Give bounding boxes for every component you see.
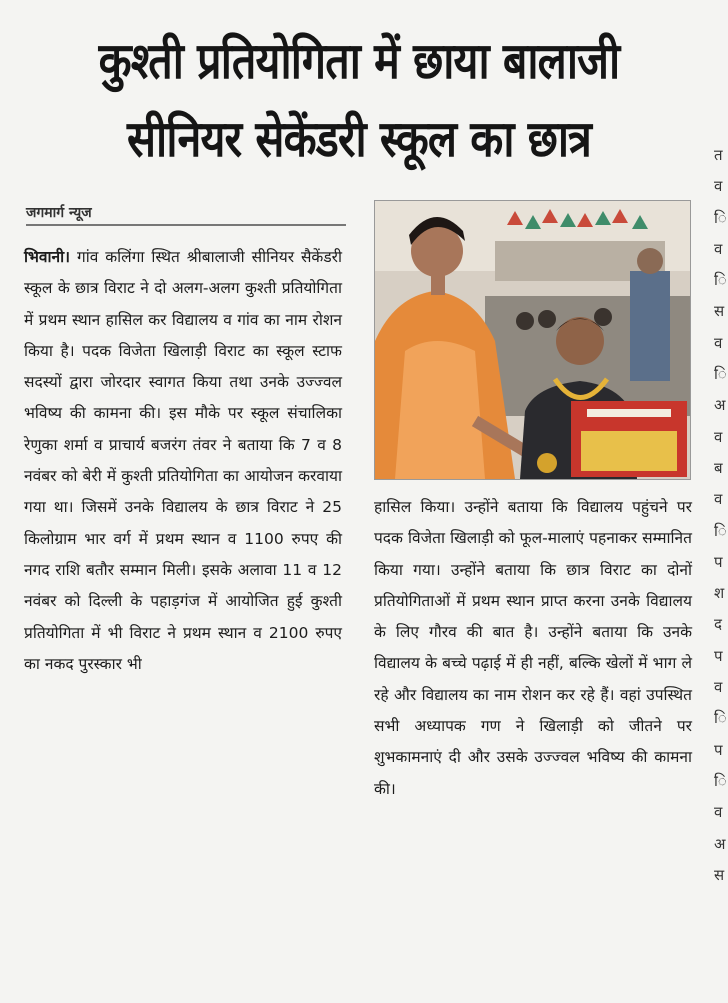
news-photo	[374, 200, 691, 480]
edge-glyph: व	[714, 177, 723, 196]
edge-glyph: अ	[714, 834, 726, 853]
edge-glyph: व	[714, 678, 723, 697]
edge-glyph: अ	[714, 396, 726, 415]
edge-glyph: द	[714, 615, 722, 634]
edge-glyph: व	[714, 427, 723, 446]
edge-glyph: स	[714, 302, 725, 321]
edge-glyph: त	[714, 146, 723, 164]
headline	[14, 22, 704, 178]
headline-line-1: कुश्ती प्रतियोगिता में छाया बालाजी	[98, 32, 620, 90]
edge-glyph: व	[714, 239, 723, 258]
edge-glyph: ि	[714, 771, 727, 790]
dateline: भिवानी।	[24, 248, 71, 266]
edge-glyph: ि	[714, 521, 727, 540]
edge-glyph: ि	[714, 271, 727, 290]
byline: जगमार्ग न्यूज	[26, 203, 346, 226]
edge-glyph: ि	[714, 365, 727, 384]
column-1-text: गांव कलिंगा स्थित श्रीबालाजी सीनियर सैकेंडरी स्कूल के छात्र विराट ने दो अलग-अलग कुश्ती प्रतियोगिता में प्रथम स्थान हासिल कर विद्यालय व गांव का नाम रोशन किया है। पदक विजेता खिलाड़ी विराट का स्कूल स्टाफ सदस्यों द्वारा जोरदार स्वागत किया तथा उनके उज्ज्वल भविष्य की कामना की। इस मौके पर स्कूल संचालिका रेणुका शर्मा व प्राचार्य बजरंग तंवर ने बताया कि 7 व 8 नवंबर को बेरी में कुश्ती प्रतियोगिता का आयोजन करवाया गया था। जिसमें उनके विद्यालय के छात्र विराट ने 25 किलोग्राम भार वर्ग में प्रथम स्थान व 1100 रुपए की नगद राशि बतौर सम्मान मिली। इसके अलावा 11 व 12 नवंबर को दिल्ली के पहाड़गंज में आयोजित हुई कुश्ती प्रतियोगिता में भी विराट ने प्रथम स्थान व 2100 रुपए का नकद पुरस्कार भी	[24, 248, 342, 673]
column-2-text: हासिल किया। उन्होंने बताया कि विद्यालय पहुंचने पर पदक विजेता खिलाड़ी को फूल-मालाएं पहनाकर सम्मानित किया गया। उन्होंने बताया कि छात्र विराट का दोनों प्रतियोगिताओं में प्रथम स्थान प्राप्त करना उनके विद्यालय के लिए गौरव की बात है। उन्होंने बताया कि उनके विद्यालय के बच्चे पढ़ाई में ही नहीं, बल्कि खेलों में भाग ले रहे और विद्यालय का नाम रोशन कर रहे हैं। वहां उपस्थित सभी अध्यापक गण ने खिलाड़ी को जीतने पर शुभकामनाएं दी और उसके उज्ज्वल भविष्य की कामना की।	[374, 498, 692, 798]
adjacent-article-edge	[714, 140, 728, 980]
headline-line-2: सीनियर सेकेंडरी स्कूल का छात्र	[126, 110, 592, 168]
edge-glyph: ि	[714, 709, 727, 728]
column-1-paragraph	[24, 242, 342, 680]
edge-glyph: व	[714, 490, 723, 509]
edge-glyph: प	[714, 646, 723, 665]
article-column-1	[24, 242, 342, 680]
article-column-2	[374, 492, 692, 805]
edge-glyph: व	[714, 803, 723, 822]
edge-glyph: ब	[714, 458, 723, 477]
edge-glyph: श	[714, 584, 725, 603]
edge-glyph: प	[714, 552, 723, 571]
edge-glyph: व	[714, 333, 723, 352]
edge-glyph: ि	[714, 208, 727, 227]
edge-glyph: स	[714, 865, 725, 884]
photo-illustration	[375, 201, 690, 479]
edge-glyph: प	[714, 740, 723, 759]
